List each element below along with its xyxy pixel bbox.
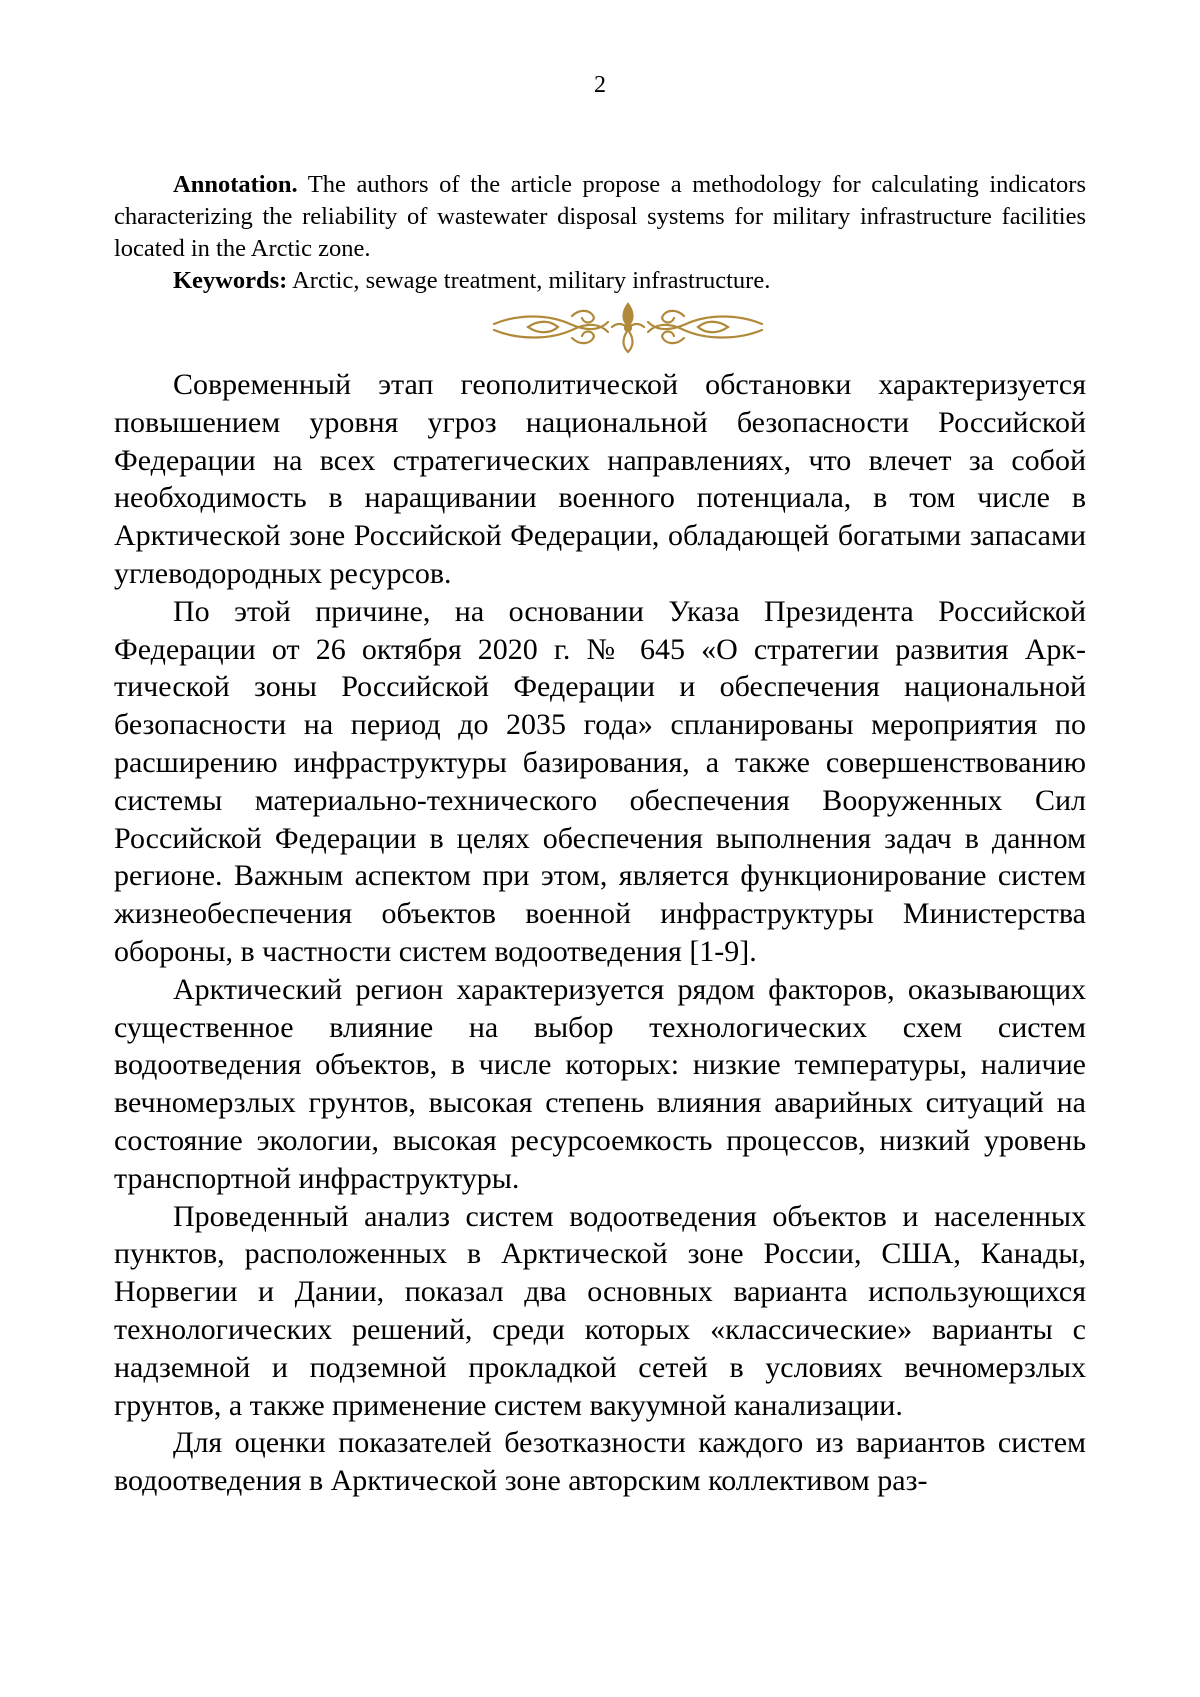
keywords-label: Keywords: bbox=[173, 267, 288, 294]
annotation-paragraph bbox=[114, 169, 1086, 265]
flourish-divider-icon bbox=[488, 300, 768, 356]
body-paragraph-2: По этой причине, на основании Указа Президента Российской Федерации от 26 октября 2020 г. № 645 «О стратегии развития Арктической зоны Российской Федерации и обеспечения национальной безопасности на период до 2035 года» спланированы мероприятия по расширению инфраструктуры базирования, а также совершенствованию системы материально-технического обеспечения Вооруженных Сил Российской Федерации в целях обеспечения выполнения задач в данном регионе. Важным аспектом при этом, является функционирование систем жизнеобеспечения объектов военной инфраструктуры Министерства обороны, в частности систем водоотведения [1-9]. bbox=[114, 594, 1086, 968]
body-paragraph-5: Для оценки показателей безотказности каждого из вариантов систем водоотведения в Арктической зоне авторским коллективом раз- bbox=[114, 1426, 1086, 1498]
page-number: 2 bbox=[594, 72, 606, 98]
annotation-block bbox=[114, 169, 1086, 297]
keywords-text: Arctic, sewage treatment, military infrastructure. bbox=[287, 267, 771, 294]
body-paragraph-4: Проведенный анализ систем водоотведения объектов и населенных пунктов, расположенных в Арктической зоне России, США, Канады, Норвегии и Дании, показал два основных варианта использующихся технологических решений, среди которых «классические» варианты с надземной и подземной прокладкой сетей в условиях вечномерзлых грунтов, а также применение систем вакуумной канализации. bbox=[114, 1199, 1086, 1422]
article-body bbox=[114, 366, 1086, 1500]
body-paragraph-3: Арктический регион характеризуется рядом факторов, оказывающих существенное влияние на выбор технологических схем систем водоотведения объектов, в числе которых: низкие температуры, наличие вечномерзлых грунтов, высокая степень влияния аварийных ситуаций на состояние экологии, высокая ресурсоемкость процессов, низкий уровень транспортной инфраструктуры. bbox=[114, 972, 1086, 1195]
keywords-paragraph bbox=[114, 265, 1086, 297]
annotation-label: Annotation. bbox=[173, 171, 298, 198]
annotation-text: The authors of the article propose a methodology for calculating indicators characterizing the reliability of wastewater disposal systems for military infrastructure facilities located in the Arctic zone. bbox=[114, 171, 1086, 262]
body-paragraph-1: Современный этап геополитической обстановки характеризуется повышением уровня угроз национальной безопасности Российской Федерации на всех стратегических направлениях, что влечет за собой необходимость в наращивании военного потенциала, в том числе в Арктической зоне Российской Федерации, обладающей богатыми запасами углеводородных ресурсов. bbox=[114, 368, 1086, 590]
